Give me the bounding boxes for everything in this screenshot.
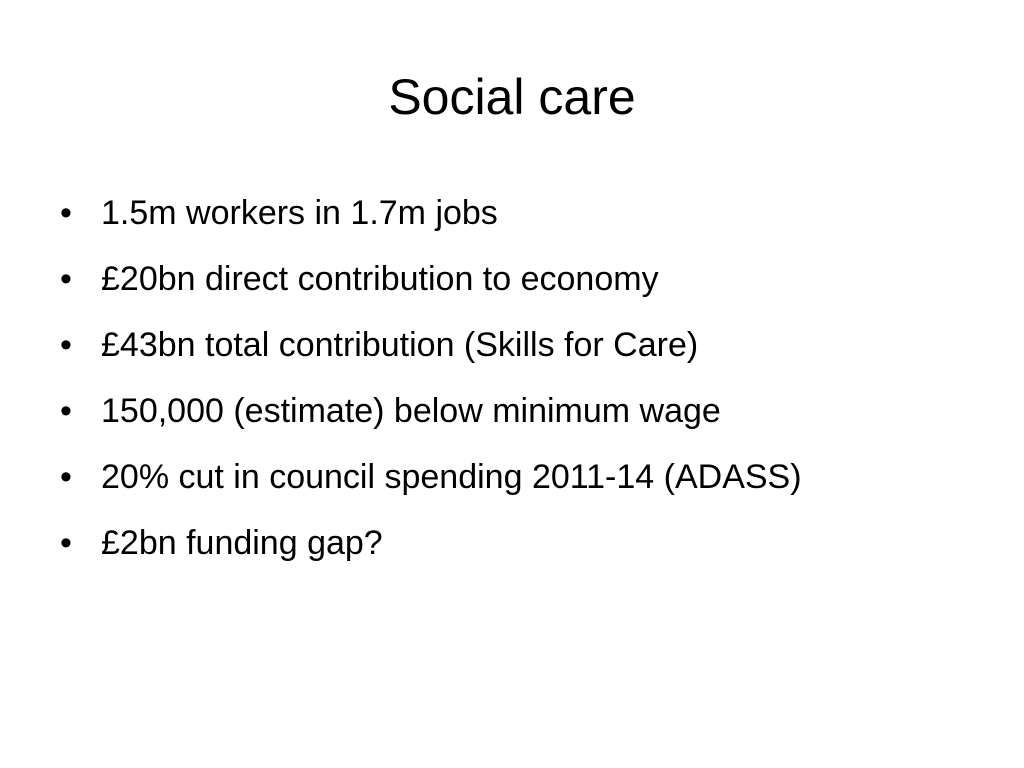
bullet-item [60,246,980,312]
bullet-text: £43bn total contribution (Skills for Care) [101,326,699,364]
bullet-text: 20% cut in council spending 2011-14 (ADASS) [101,458,802,496]
bullet-text: £20bn direct contribution to economy [101,260,659,298]
bullet-item [60,444,980,510]
bullet-item [60,180,980,246]
bullet-icon: • [60,458,72,496]
bullet-icon: • [60,524,72,562]
bullet-icon: • [60,260,72,298]
bullet-text: 150,000 (estimate) below minimum wage [101,392,721,430]
bullet-item [60,510,980,576]
slide-title: Social care [388,69,636,125]
bullet-item [60,378,980,444]
bullet-item [60,312,980,378]
bullet-text: £2bn funding gap? [101,524,383,562]
bullet-icon: • [60,194,72,232]
bullet-list [60,180,980,576]
bullet-icon: • [60,326,72,364]
bullet-text: 1.5m workers in 1.7m jobs [101,194,498,232]
bullet-icon: • [60,392,72,430]
